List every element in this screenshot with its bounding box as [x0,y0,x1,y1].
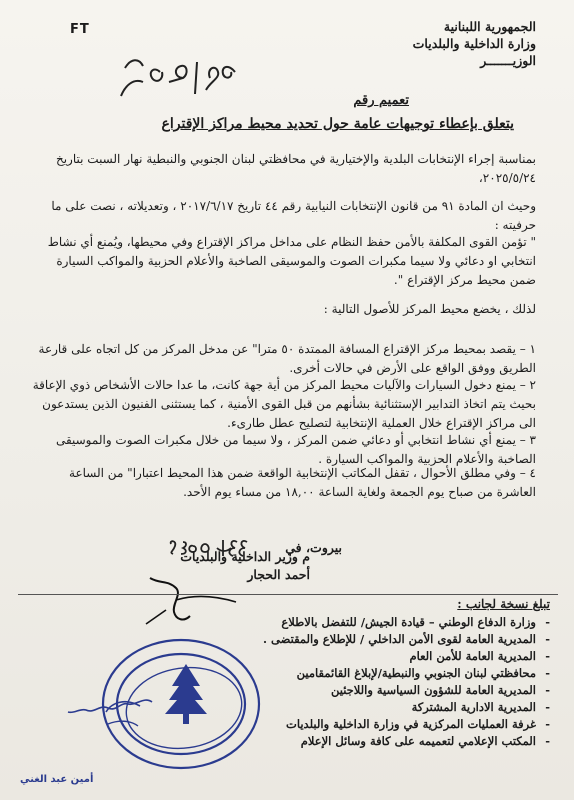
distribution-title: تبلغ نسخة لجانب : [457,597,550,611]
cedar-tree-icon [165,664,207,724]
handwritten-copy-note [60,692,160,714]
rule-item: ٣ – يمنع أي نشاط انتخابي أو دعائي ضمن المركز ، ولا سيما من خلال مكبرات الصوت والموسيقى الصاخبة والأعلام الحزبية والمواكب السيارة . [55,433,536,466]
signatory-name: أحمد الحجار [247,567,310,582]
bullet-icon: - [545,717,550,731]
quoted-article: " تؤمن القوى المكلفة بالأمن حفظ النظام على مداخل مراكز الإقتراع وفي محيطها، ويُمنع أي نشاط انتخابي او دعائي ولا سيما مكبرات الصوت والموسيقى الصاخبة والأعلام الحزبية والمواكب السيارة ضمن محيط مركز الإقتراع ". [47,235,536,287]
reference-code: FT [70,22,90,37]
letterhead-line: وزارة الداخلية والبلديات [412,36,536,51]
bullet-icon: - [545,683,550,697]
distribution-item: - المديرية العامة للأمن العام [409,649,550,663]
whereas-paragraph: وحيث ان المادة ٩١ من قانون الإنتخابات النيابية رقم ٤٤ تاريخ ٢٠١٧/٦/١٧ ، وتعديلاته ، نصت على ما حرفيته : [51,199,536,232]
section-divider [18,594,558,595]
bullet-icon: - [545,632,550,646]
distribution-item: - المديرية العامة لقوى الأمن الداخلي / للإطلاع والمقتضى . [263,632,550,646]
place-date-label: بيروت، في [285,540,342,555]
letterhead-line: الوزيـــــــر [480,53,536,68]
distribution-item: - المديرية العامة للشؤون السياسية واللاجئين [330,683,550,697]
letterhead [336,18,536,69]
rule-item: ١ – يقصد بمحيط مركز الإقتراع المسافة الممتدة ٥٠ مترا" عن مدخل المركز من كل اتجاه على قارعة الطريق ووفق الواقع على الأرض في حالات أخرى. [38,342,536,375]
therefore-paragraph: لذلك ، يخضع محيط المركز للأصول التالية : [323,302,536,316]
signatory-title: م وزير الداخلية والبلديات [180,549,310,564]
subject-line: يتعلق بإعطاء توجيهات عامة حول تحديد محيط مراكز الإقتراع [161,116,514,132]
handwritten-circular-number [105,42,255,114]
circular-label: تعميم رقم [353,93,409,108]
distribution-item: - المديرية الادارية المشتركة [411,700,550,714]
rule-item: ٤ – وفي مطلق الأحوال ، تقفل المكاتب الإنتخابية الواقعة ضمن هذا المحيط اعتبارا" من الساعة العاشرة من صباح يوم الجمعة ولغاية الساعة ١٨,٠٠ من مساء يوم الأحد. [69,466,536,499]
distribution-item: - محافظتي لبنان الجنوبي والنبطية/لإبلاغ القائمقامين [296,666,550,680]
stamp-caption: أمين عبد الغني [20,774,94,785]
distribution-item: - وزارة الدفاع الوطني – قيادة الجيش/ للتفضل بالاطلاع [281,615,550,629]
distribution-item: - المكتب الإعلامي لتعميمه على كافة وسائل الإعلام [300,734,550,748]
bullet-icon: - [545,666,550,680]
distribution-item: - غرفة العمليات المركزية في وزارة الداخلية والبلديات [286,717,550,731]
rule-item: ٢ – يمنع دخول السيارات والآليات محيط المركز من أية جهة كانت، ما عدا حالات الأشخاص ذوي الإعاقة بحيث يتم اتخاذ التدابير الإستثنائية بشأنهم من قبل القوى الأمنية ، كما يستثنى الفنيون الذين يستدعون الى مراكز الإقتراع خلال العملية الإنتخابية لتصليح عطل طارىء. [32,378,536,430]
intro-paragraph: بمناسبة إجراء الإنتخابات البلدية والإختيارية في محافظتي لبنان الجنوبي والنبطية نهار السبت بتاريخ ٢٠٢٥/٥/٢٤، [55,152,536,185]
bullet-icon: - [545,615,550,629]
bullet-icon: - [545,700,550,714]
letterhead-line: الجمهورية اللبنانية [443,19,536,34]
bullet-icon: - [545,734,550,748]
bullet-icon: - [545,649,550,663]
